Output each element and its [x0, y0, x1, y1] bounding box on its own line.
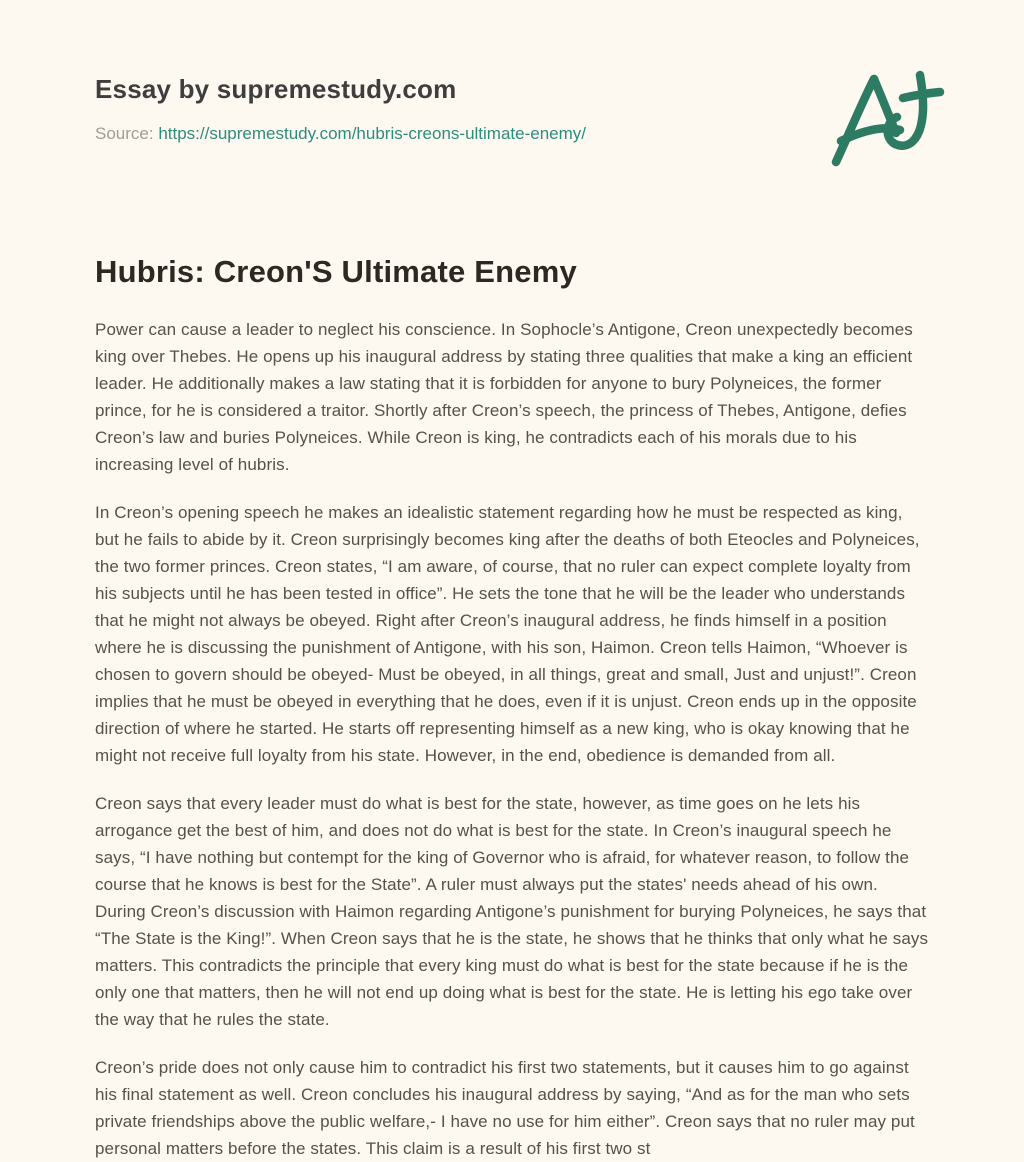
source-label: Source: — [95, 124, 154, 143]
source-line — [95, 123, 944, 145]
essay-paragraph-1: Power can cause a leader to neglect his conscience. In Sophocle’s Antigone, Creon unexpectedly becomes king over Thebes. He opens up his inaugural address by stating three qualities that make a king an efficient leader. He additionally makes a law stating that it is forbidden for anyone to bury Polyneices, the former prince, for he is considered a traitor. Shortly after Creon’s speech, the princess of Thebes, Antigone, defies Creon’s law and buries Polyneices. While Creon is king, he contradicts each of his morals due to his increasing level of hubris. — [95, 320, 913, 474]
a-plus-logo-icon — [824, 68, 948, 172]
essay-title: Hubris: Creon'S Ultimate Enemy — [95, 254, 577, 289]
page-header — [0, 0, 1024, 145]
essay-paragraph-3: Creon says that every leader must do what is best for the state, however, as time goes on he lets his arrogance get the best of him, and does not do what is best for the state. In Creon’s inaugural speech he says, “I have nothing but contempt for the king of Governor who is afraid, for whatever reason, to follow the course that he knows is best for the State”. A ruler must always put the states' needs ahead of his own. During Creon’s discussion with Haimon regarding Antigone’s punishment for burying Polyneices, he says that “The State is the King!”. When Creon says that he is the state, he shows that he thinks that only what he says matters. This contradicts the principle that every king must do what is best for the state because if he is the only one that matters, then he will not end up doing what is best for the state. He is letting his ego take over the way that he rules the state. — [95, 794, 929, 1029]
essay-paragraph-2: In Creon’s opening speech he makes an idealistic statement regarding how he must be respected as king, but he fails to abide by it. Creon surprisingly becomes king after the deaths of both Eteocles and Polyneices, the two former princes. Creon states, “I am aware, of course, that no ruler can expect complete loyalty from his subjects until he has been tested in office”. He sets the tone that he will be the leader who understands that he might not always be obeyed. Right after Creon’s inaugural address, he finds himself in a position where he is discussing the punishment of Antigone, with his son, Haimon. Creon tells Haimon, “Whoever is chosen to govern should be obeyed- Must be obeyed, in all things, great and small, Just and unjust!”. Creon implies that he must be obeyed in everything that he does, even if it is unjust. Creon ends up in the opposite direction of where he started. He starts off representing himself as a new king, who is okay knowing that he might not receive full loyalty from his state. However, in the end, obedience is demanded from all. — [95, 503, 920, 765]
essay-paragraph-4: Creon’s pride does not only cause him to contradict his first two statements, but it causes him to go against his final statement as well. Creon concludes his inaugural address by saying, “And as for the man who sets private friendships above the public welfare,- I have no use for him either”. Creon says that no ruler may put personal matters before the states. This claim is a result of his first two st — [95, 1058, 915, 1158]
essay-body — [95, 316, 930, 1162]
site-title: Essay by supremestudy.com — [95, 74, 457, 104]
source-url-link[interactable]: https://supremestudy.com/hubris-creons-ultimate-enemy/ — [158, 124, 587, 143]
